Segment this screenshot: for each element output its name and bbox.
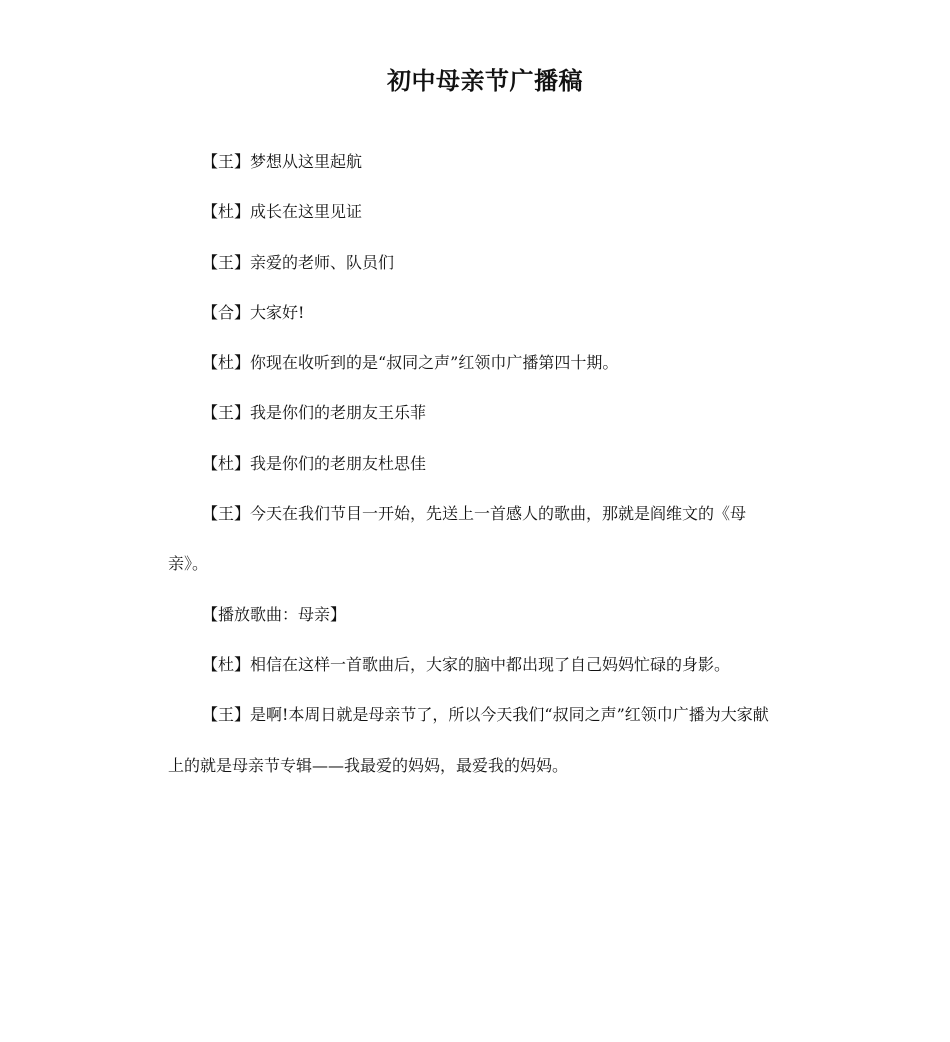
- paragraph-5: 【杜】你现在收听到的是“叔同之声”红领巾广播第四十期。: [202, 353, 619, 373]
- paragraph-1: 【王】梦想从这里起航: [202, 152, 363, 171]
- paragraph-9: 【播放歌曲：母亲】: [202, 604, 347, 624]
- paragraph-7: 【杜】我是你们的老朋友杜思佳: [202, 453, 427, 473]
- paragraph-6: 【王】我是你们的老朋友王乐菲: [202, 403, 427, 423]
- paragraph-4: 【合】大家好!: [202, 302, 305, 322]
- paragraph-3: 【王】亲爱的老师、队员们: [202, 252, 395, 272]
- paragraph-11: 【王】是啊!本周日就是母亲节了，所以今天我们“叔同之声”红领巾广播为大家献上的就是母亲节专辑——我最爱的妈妈，最爱我的妈妈。: [168, 705, 769, 775]
- paragraph-2: 【杜】成长在这里见证: [202, 202, 363, 222]
- paragraph-8: 【王】今天在我们节目一开始，先送上一首感人的歌曲，那就是阎维文的《母亲》。: [168, 504, 747, 574]
- document-body: [168, 137, 788, 791]
- paragraph-10: 【杜】相信在这样一首歌曲后，大家的脑中都出现了自己妈妈忙碌的身影。: [202, 654, 731, 674]
- document-title: 初中母亲节广播稿: [387, 67, 583, 95]
